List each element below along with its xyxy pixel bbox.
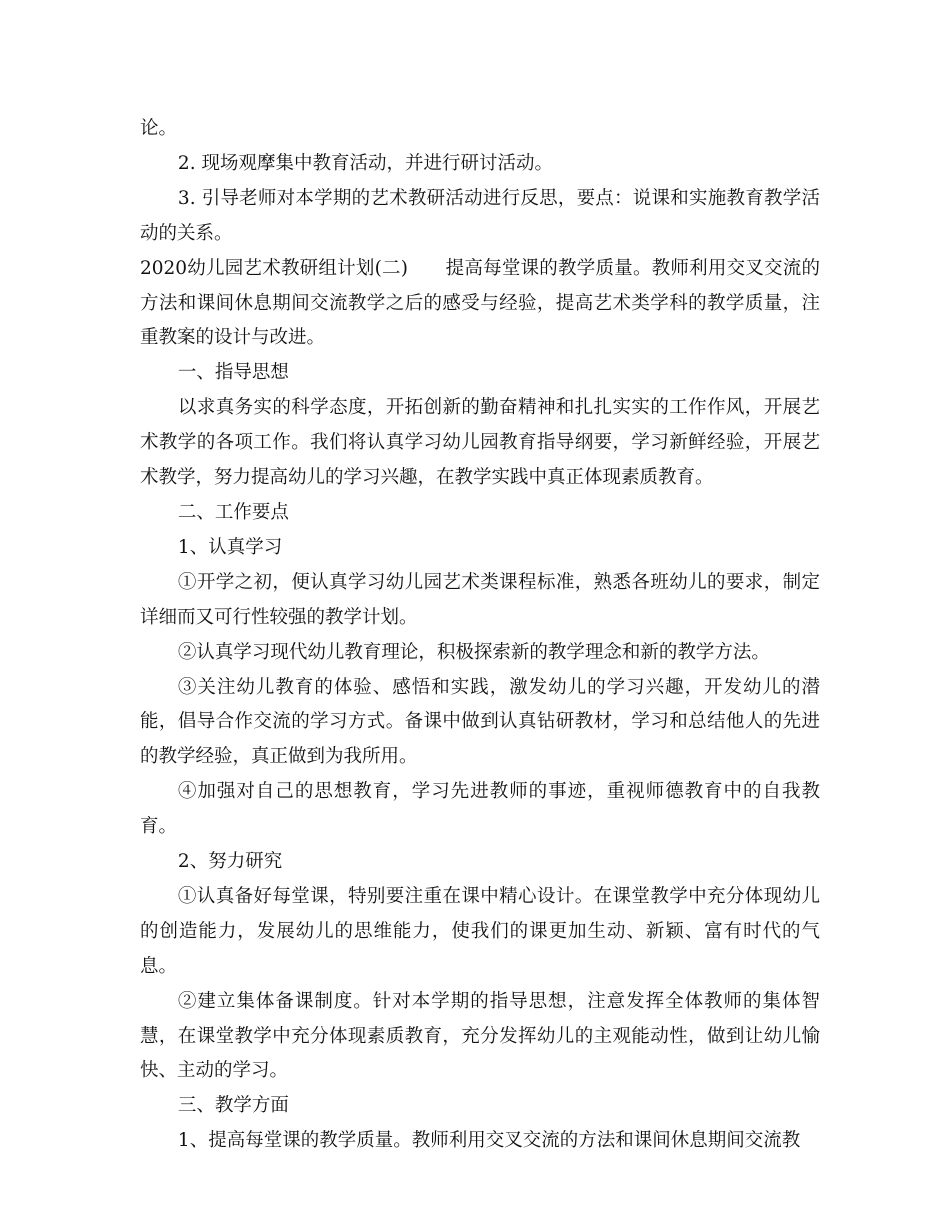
paragraph: 论。 (140, 118, 178, 139)
paragraph: 一、指导思想 (177, 362, 289, 384)
paragraph: 三、教学方面 (177, 1095, 289, 1117)
document-body (140, 112, 820, 1159)
paragraph: ④加强对自己的思想教育，学习先进教师的事迹，重视师德教育中的自我教育。 (140, 781, 820, 838)
paragraph: 1、认真学习 (177, 536, 283, 558)
paragraph: 2020幼儿园艺术教研组计划(二) 提高每堂课的教学质量。教师利用交叉交流的方法和课间休息期间交流教学之后的感受与经验，提高艺术类学科的教学质量，注重教案的设计与改进。 (140, 257, 820, 349)
paragraph: 3. 引导老师对本学期的艺术教研活动进行反思，要点：说课和实施教育教学活动的关系。 (140, 187, 820, 244)
paragraph: 2、努力研究 (177, 851, 283, 873)
paragraph: 二、工作要点 (177, 501, 289, 523)
paragraph: ②认真学习现代幼儿教育理论，积极探索新的教学理念和新的教学方法。 (177, 641, 770, 663)
paragraph: ③关注幼儿教育的体验、感悟和实践，激发幼儿的学习兴趣，开发幼儿的潜能，倡导合作交流的学习方式。备课中做到认真钻研教材，学习和总结他人的先进的教学经验，真正做到为我所用。 (140, 676, 820, 768)
paragraph: ②建立集体备课制度。针对本学期的指导思想，注意发挥全体教师的集体智慧，在课堂教学中充分体现素质教育，充分发挥幼儿的主观能动性，做到让幼儿愉快、主动的学习。 (140, 990, 820, 1082)
paragraph: 1、提高每堂课的教学质量。教师利用交叉交流的方法和课间休息期间交流教 (177, 1130, 801, 1152)
paragraph: 以求真务实的科学态度，开拓创新的勤奋精神和扎扎实实的工作作风，开展艺术教学的各项工作。我们将认真学习幼儿园教育指导纲要，学习新鲜经验，开展艺术教学，努力提高幼儿的学习兴趣，在教学实践中真正体现素质教育。 (140, 397, 820, 489)
paragraph: 2. 现场观摩集中教育活动，并进行研讨活动。 (177, 152, 553, 174)
paragraph: ①开学之初，便认真学习幼儿园艺术类课程标准，熟悉各班幼儿的要求，制定详细而又可行性较强的教学计划。 (140, 571, 820, 628)
paragraph: ①认真备好每堂课，特别要注重在课中精心设计。在课堂教学中充分体现幼儿的创造能力，发展幼儿的思维能力，使我们的课更加生动、新颖、富有时代的气息。 (140, 885, 820, 977)
